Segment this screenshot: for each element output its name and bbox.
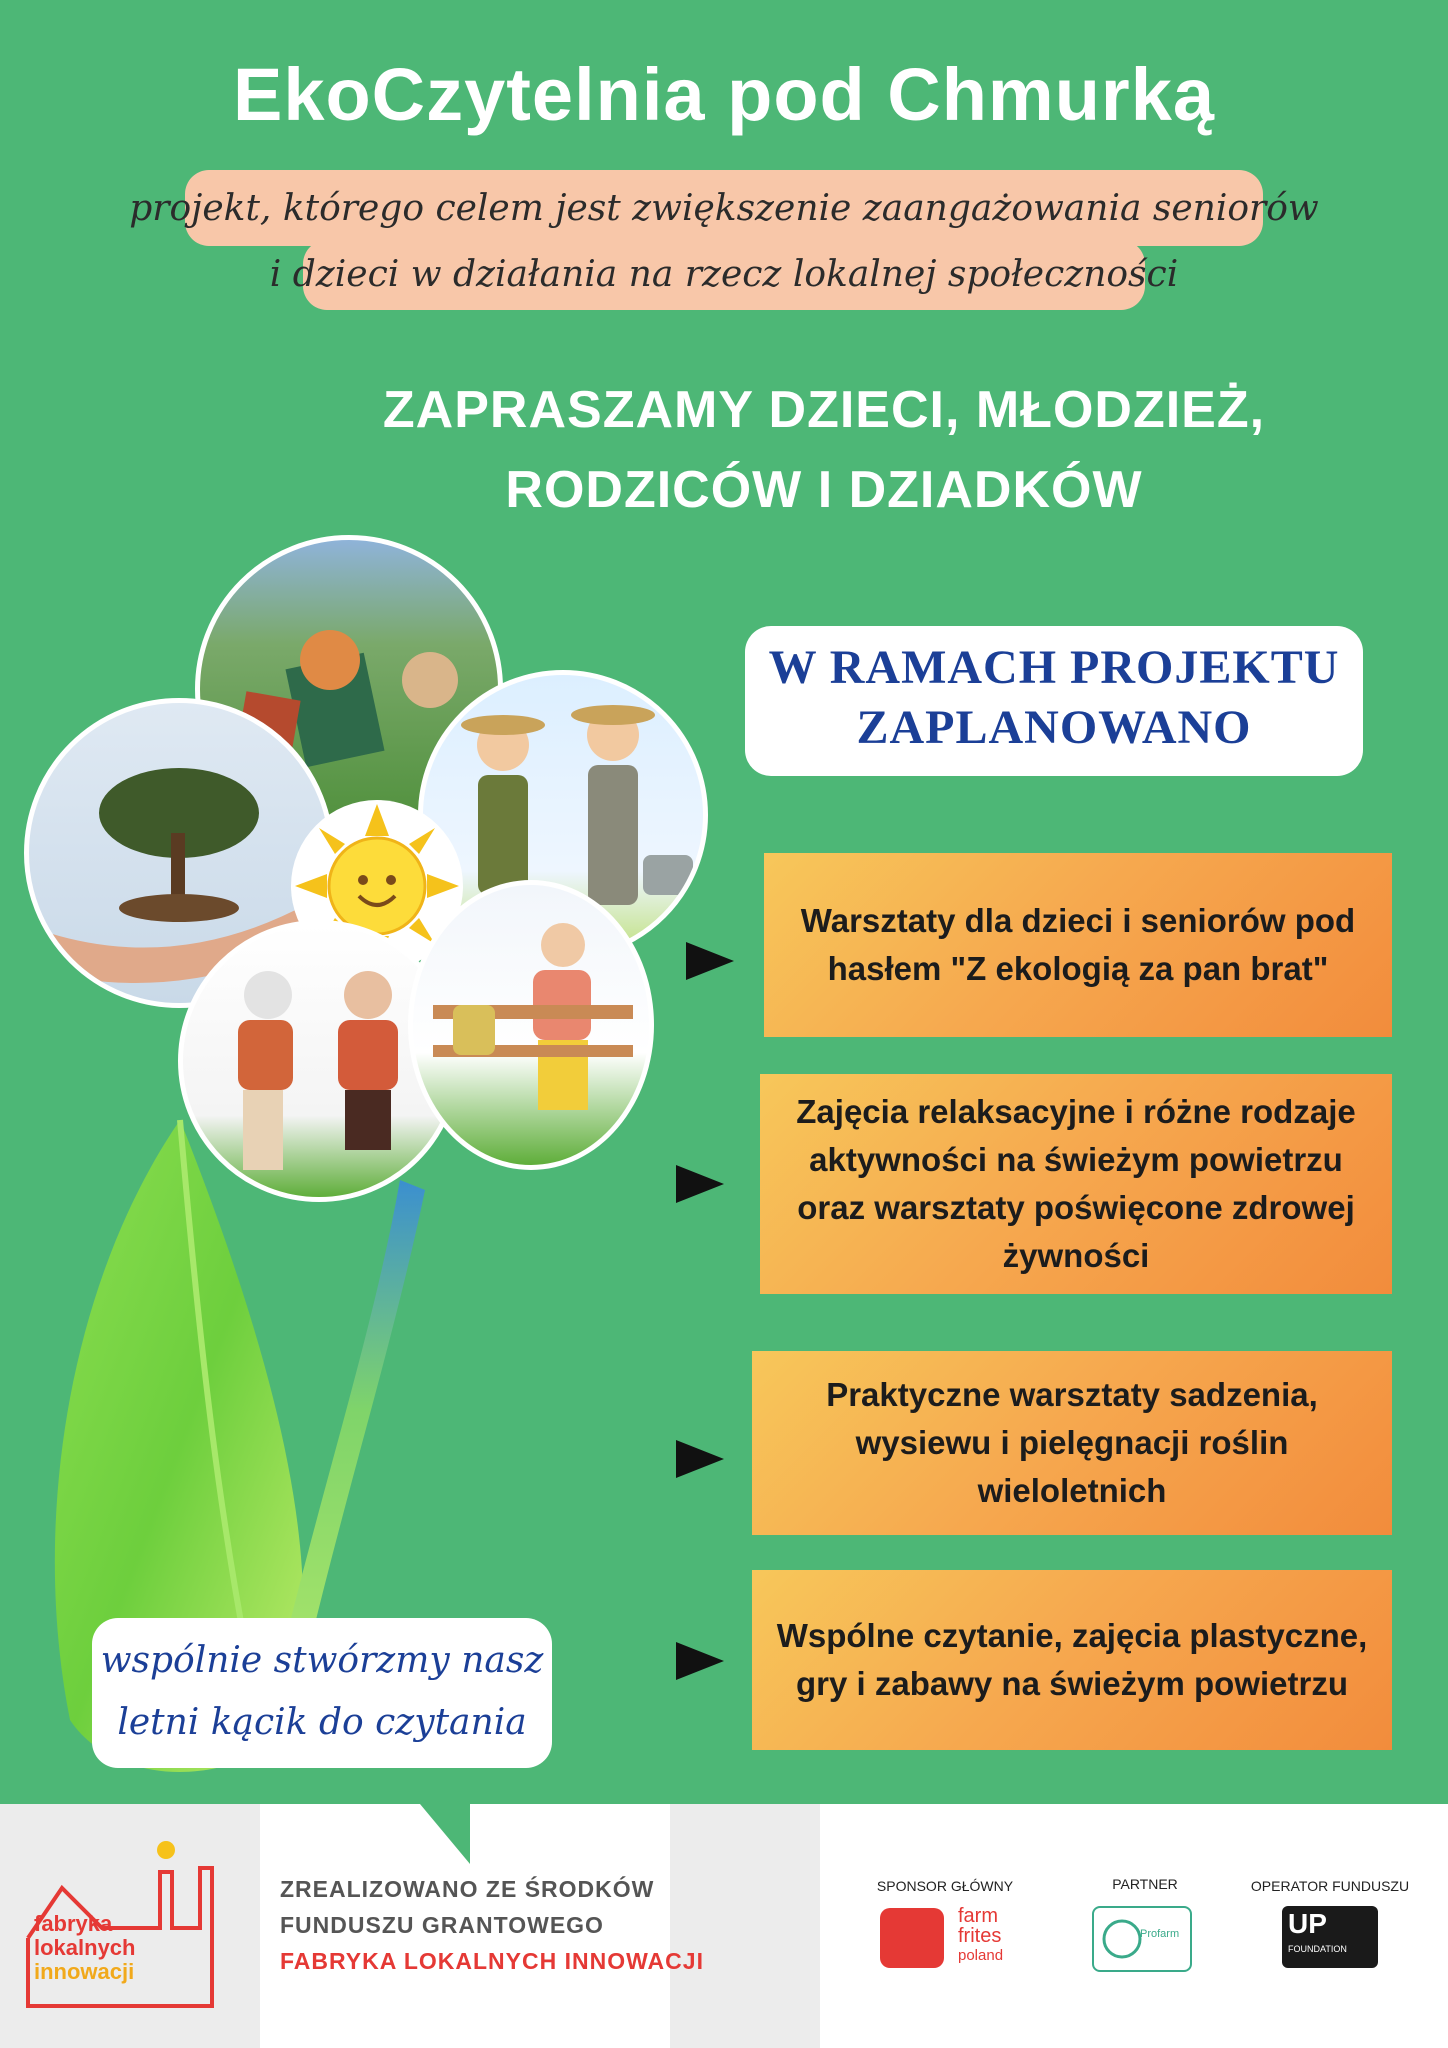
sponsor-name-3: poland	[958, 1947, 1004, 1964]
activity-card-1: Warsztaty dla dzieci i seniorów pod hasłem "Z ekologią za pan brat"	[764, 853, 1392, 1037]
sponsor-label: SPONSOR GŁÓWNY	[876, 1878, 1014, 1894]
activity-card-3: Praktyczne warsztaty sadzenia, wysiewu i pielęgnacji roślin wieloletnich	[752, 1351, 1392, 1535]
arrow-icon	[686, 942, 734, 980]
invite-heading-line-2: RODZICÓW I DZIADKÓW	[505, 461, 1143, 519]
photo-reading-on-bench	[408, 880, 654, 1170]
invite-heading-line-1: ZAPRASZAMY DZIECI, MŁODZIEŻ,	[382, 381, 1266, 439]
partner-name: Profarm	[1140, 1928, 1180, 1940]
operator-label: OPERATOR FUNDUSZU	[1250, 1878, 1410, 1894]
logo-text-2: lokalnych	[34, 1935, 136, 1960]
footer-notch	[420, 1804, 470, 1864]
activity-card-2: Zajęcia relaksacyjne i różne rodzaje aktywności na świeżym powietrzu oraz warsztaty poświęcone zdrowej żywności	[760, 1074, 1392, 1294]
subtitle-line-1: projekt, którego celem jest zwiększenie zaangażowania seniorów	[129, 188, 1319, 229]
page-title: EkoCzytelnia pod Chmurką	[232, 53, 1216, 136]
activity-card-4: Wspólne czytanie, zajęcia plastyczne, gry i zabawy na świeżym powietrzu	[752, 1570, 1392, 1750]
sponsor-name-1: farm	[958, 1905, 998, 1927]
planned-heading-line-2: ZAPLANOWANO	[856, 701, 1252, 754]
arrow-icon	[676, 1642, 724, 1680]
arrow-icon	[676, 1165, 724, 1203]
funded-line-2: FUNDUSZU GRANTOWEGO	[280, 1912, 604, 1938]
planned-heading-line-1: W RAMACH PROJEKTU	[768, 641, 1340, 694]
sponsor-name-2: frites	[958, 1925, 1002, 1947]
operator-name: UP	[1288, 1908, 1327, 1939]
subtitle-line-2: i dzieci w działania na rzecz lokalnej społeczności	[269, 254, 1179, 295]
partner-label: PARTNER	[1112, 1876, 1178, 1892]
funded-line-1: ZREALIZOWANO ZE ŚRODKÓW	[280, 1876, 655, 1902]
logo-text-1: fabryka	[34, 1911, 113, 1936]
reading-corner-line-1: wspólnie stwórzmy nasz	[100, 1640, 544, 1681]
farm-frites-logo-icon	[880, 1908, 944, 1968]
funded-line-3: FABRYKA LOKALNYCH INNOWACJI	[280, 1948, 704, 1974]
reading-corner-line-2: letni kącik do czytania	[117, 1702, 527, 1743]
logo-text-3: innowacji	[34, 1959, 135, 1984]
arrow-icon	[676, 1440, 724, 1478]
operator-sub: FOUNDATION	[1288, 1944, 1347, 1954]
